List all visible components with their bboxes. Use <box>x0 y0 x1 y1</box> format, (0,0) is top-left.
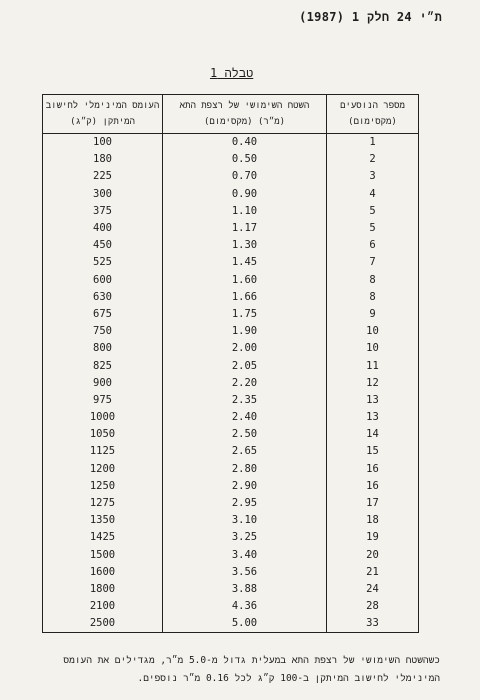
cell-min-load: 900 <box>43 375 163 392</box>
cell-min-load: 675 <box>43 306 163 323</box>
header-floor-area <box>163 95 327 134</box>
cell-passengers: 6 <box>327 237 419 254</box>
cell-min-load: 800 <box>43 340 163 357</box>
cell-floor-area: 2.35 <box>163 392 327 409</box>
cell-passengers: 19 <box>327 529 419 546</box>
cell-passengers: 11 <box>327 357 419 374</box>
cell-min-load: 1425 <box>43 529 163 546</box>
header-min-load-line2: המיתקן (ק״ג) <box>70 117 135 127</box>
cell-floor-area: 1.17 <box>163 220 327 237</box>
table-row <box>43 254 419 271</box>
cell-passengers: 12 <box>327 375 419 392</box>
cell-passengers: 20 <box>327 547 419 564</box>
table-body <box>43 134 419 633</box>
cell-floor-area: 2.05 <box>163 357 327 374</box>
table-row <box>43 168 419 185</box>
cell-min-load: 750 <box>43 323 163 340</box>
cell-passengers: 14 <box>327 426 419 443</box>
table-row <box>43 529 419 546</box>
cell-passengers: 3 <box>327 168 419 185</box>
cell-min-load: 1600 <box>43 564 163 581</box>
table-row <box>43 443 419 460</box>
cell-passengers: 8 <box>327 272 419 289</box>
table-row <box>43 547 419 564</box>
cell-passengers: 17 <box>327 495 419 512</box>
table-row <box>43 392 419 409</box>
cell-min-load: 600 <box>43 272 163 289</box>
cell-passengers: 24 <box>327 581 419 598</box>
cell-floor-area: 1.66 <box>163 289 327 306</box>
table-row <box>43 134 419 152</box>
cell-floor-area: 1.10 <box>163 203 327 220</box>
cell-floor-area: 2.40 <box>163 409 327 426</box>
load-table <box>42 94 419 633</box>
cell-min-load: 525 <box>43 254 163 271</box>
table-row <box>43 461 419 478</box>
table-row <box>43 478 419 495</box>
cell-passengers: 10 <box>327 340 419 357</box>
header-passengers <box>327 95 419 134</box>
cell-floor-area: 3.56 <box>163 564 327 581</box>
cell-floor-area: 2.90 <box>163 478 327 495</box>
cell-min-load: 1050 <box>43 426 163 443</box>
cell-floor-area: 3.88 <box>163 581 327 598</box>
cell-min-load: 1500 <box>43 547 163 564</box>
table-row <box>43 237 419 254</box>
cell-passengers: 16 <box>327 461 419 478</box>
cell-floor-area: 0.70 <box>163 168 327 185</box>
standard-header: ת״י 24 חלק 1 (1987) <box>299 10 442 24</box>
table-row <box>43 495 419 512</box>
cell-min-load: 180 <box>43 151 163 168</box>
cell-min-load: 1800 <box>43 581 163 598</box>
table-row <box>43 272 419 289</box>
cell-min-load: 1000 <box>43 409 163 426</box>
cell-min-load: 225 <box>43 168 163 185</box>
table-row <box>43 289 419 306</box>
table-row <box>43 409 419 426</box>
cell-passengers: 2 <box>327 151 419 168</box>
header-floor-area-line2: (מ״ר) (מקסימום) <box>203 117 286 127</box>
cell-min-load: 1275 <box>43 495 163 512</box>
table-row <box>43 186 419 203</box>
cell-min-load: 100 <box>43 134 163 152</box>
cell-floor-area: 0.50 <box>163 151 327 168</box>
table-row <box>43 220 419 237</box>
cell-floor-area: 0.90 <box>163 186 327 203</box>
table-row <box>43 306 419 323</box>
table-row <box>43 375 419 392</box>
cell-floor-area: 4.36 <box>163 598 327 615</box>
table-row <box>43 512 419 529</box>
cell-floor-area: 1.30 <box>163 237 327 254</box>
cell-floor-area: 3.40 <box>163 547 327 564</box>
cell-min-load: 2500 <box>43 615 163 633</box>
table-row <box>43 426 419 443</box>
cell-min-load: 1125 <box>43 443 163 460</box>
header-min-load-line1: העומס המינימלי לחישוב <box>45 101 160 111</box>
table-header <box>43 95 419 134</box>
cell-min-load: 825 <box>43 357 163 374</box>
cell-passengers: 9 <box>327 306 419 323</box>
cell-passengers: 8 <box>327 289 419 306</box>
cell-floor-area: 1.90 <box>163 323 327 340</box>
cell-passengers: 33 <box>327 615 419 633</box>
cell-min-load: 2100 <box>43 598 163 615</box>
header-passengers-line2: (מקסימום) <box>348 117 397 127</box>
cell-floor-area: 5.00 <box>163 615 327 633</box>
table-caption: טבלה 1 <box>210 66 254 80</box>
table-row <box>43 357 419 374</box>
cell-passengers: 13 <box>327 392 419 409</box>
header-passengers-line1: מספר הנוסעים <box>340 101 405 111</box>
cell-passengers: 5 <box>327 203 419 220</box>
cell-min-load: 1350 <box>43 512 163 529</box>
cell-passengers: 5 <box>327 220 419 237</box>
cell-floor-area: 2.20 <box>163 375 327 392</box>
table-footnote: כשהשטח השימושי של רצפת התא במעלית גדול מ-5.0 מ״ר, מגדילים את העומס המינימלי לחישוב המיתקן ב-100 ק״ג לכל 0.16 מ״ר נוספים. <box>63 655 440 684</box>
cell-min-load: 400 <box>43 220 163 237</box>
cell-min-load: 1200 <box>43 461 163 478</box>
cell-floor-area: 2.65 <box>163 443 327 460</box>
header-floor-area-line1: השטח השימושי של רצפת התא <box>179 101 310 111</box>
cell-floor-area: 2.95 <box>163 495 327 512</box>
cell-passengers: 21 <box>327 564 419 581</box>
cell-passengers: 28 <box>327 598 419 615</box>
cell-passengers: 1 <box>327 134 419 152</box>
cell-min-load: 630 <box>43 289 163 306</box>
cell-min-load: 375 <box>43 203 163 220</box>
cell-passengers: 4 <box>327 186 419 203</box>
cell-floor-area: 0.40 <box>163 134 327 152</box>
cell-passengers: 15 <box>327 443 419 460</box>
table-row <box>43 203 419 220</box>
cell-passengers: 10 <box>327 323 419 340</box>
cell-min-load: 450 <box>43 237 163 254</box>
table-row <box>43 323 419 340</box>
cell-min-load: 975 <box>43 392 163 409</box>
cell-floor-area: 2.80 <box>163 461 327 478</box>
cell-passengers: 18 <box>327 512 419 529</box>
cell-min-load: 1250 <box>43 478 163 495</box>
cell-floor-area: 2.00 <box>163 340 327 357</box>
table-row <box>43 581 419 598</box>
header-min-load <box>43 95 163 134</box>
table-row <box>43 615 419 633</box>
cell-passengers: 16 <box>327 478 419 495</box>
cell-floor-area: 3.25 <box>163 529 327 546</box>
cell-floor-area: 2.50 <box>163 426 327 443</box>
cell-floor-area: 1.60 <box>163 272 327 289</box>
cell-floor-area: 1.45 <box>163 254 327 271</box>
cell-floor-area: 3.10 <box>163 512 327 529</box>
header-row <box>43 95 419 134</box>
cell-min-load: 300 <box>43 186 163 203</box>
table-row <box>43 598 419 615</box>
table-row <box>43 564 419 581</box>
cell-passengers: 13 <box>327 409 419 426</box>
table-row <box>43 340 419 357</box>
cell-passengers: 7 <box>327 254 419 271</box>
table-row <box>43 151 419 168</box>
cell-floor-area: 1.75 <box>163 306 327 323</box>
